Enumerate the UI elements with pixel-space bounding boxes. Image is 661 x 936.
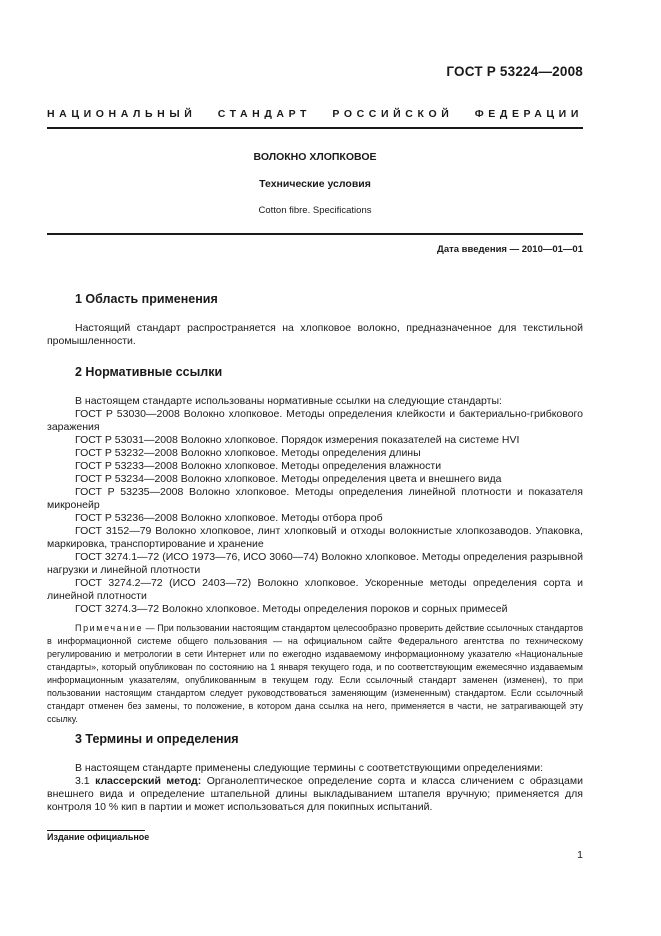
reference-line: ГОСТ 3274.1—72 (ИСО 1973—76, ИСО 3060—74) Волокно хлопковое. Методы определения разрывной нагрузки и линейной плотности	[47, 551, 583, 576]
term-number: 3.1	[75, 775, 90, 787]
standard-code: ГОСТ Р 53224—2008	[446, 64, 583, 79]
title-divider	[47, 233, 583, 235]
footer-divider	[47, 830, 145, 831]
introduction-date: Дата введения — 2010—01—01	[437, 244, 583, 255]
national-standard-banner	[47, 108, 583, 120]
top-divider	[47, 127, 583, 129]
reference-line: ГОСТ Р 53232—2008 Волокно хлопковое. Методы определения длины	[75, 447, 421, 459]
reference-line: ГОСТ 3152—79 Волокно хлопковое, линт хлопковый и отходы волокнистые хлопкозаводов. Упаковка, маркировка, транспортирование и хранение	[47, 525, 583, 550]
reference-line: ГОСТ Р 53031—2008 Волокно хлопковое. Порядок измерения показателей на системе HVI	[75, 434, 520, 446]
page-number: 1	[577, 849, 583, 861]
reference-line: ГОСТ 3274.3—72 Волокно хлопковое. Методы определения пороков и сорных примесей	[75, 603, 508, 615]
reference-line: ГОСТ 3274.2—72 (ИСО 2403—72) Волокно хлопковое. Ускоренные методы определения сорта и линейной плотности	[47, 577, 583, 602]
section-1-text: Настоящий стандарт распространяется на хлопковое волокно, предназначенное для текстильной промышленности.	[47, 322, 583, 347]
banner-word: НАЦИОНАЛЬНЫЙ	[47, 108, 197, 120]
edition-label: Издание официальное	[47, 832, 150, 842]
banner-word: ФЕДЕРАЦИИ	[474, 108, 583, 120]
section-3-intro: В настоящем стандарте применены следующие термины с соответствующими определениями:	[75, 762, 544, 774]
reference-line: В настоящем стандарте использованы нормативные ссылки на следующие стандарты:	[75, 395, 502, 407]
english-title: Cotton fibre. Specifications	[258, 205, 372, 216]
banner-word: РОССИЙСКОЙ	[332, 108, 454, 120]
reference-line: ГОСТ Р 53030—2008 Волокно хлопковое. Методы определения клейкости и бактериально-грибкового заражения	[47, 408, 583, 433]
section-2-heading: 2 Нормативные ссылки	[75, 365, 223, 379]
term-definition-text: Органолептическое определение сорта и класса сличением с образцами внешнего вида и определение штапельной длины выкладыванием штапеля вручную; применяется для контроля 10 % кип в партии и может использоваться для покипных испытаний.	[47, 775, 583, 813]
reference-line: ГОСТ Р 53236—2008 Волокно хлопковое. Методы отбора проб	[75, 512, 383, 524]
reference-line: ГОСТ Р 53233—2008 Волокно хлопковое. Методы определения влажности	[75, 460, 442, 472]
section-1-heading: 1 Область применения	[75, 292, 218, 306]
reference-line: ГОСТ Р 53234—2008 Волокно хлопковое. Методы определения цвета и внешнего вида	[75, 473, 502, 485]
banner-word: СТАНДАРТ	[217, 108, 312, 120]
section-3-heading: 3 Термины и определения	[75, 732, 239, 746]
document-title: ВОЛОКНО ХЛОПКОВОЕ	[253, 151, 377, 163]
note-text: — При пользовании настоящим стандартом целесообразно проверить действие ссылочных стандартов в информационной системе общего пользования — на официальном сайте Федерального агентства по техническому регулированию и метрологии в сети Интернет или по ежегодно издаваемому информационному указателю «Национальные стандарты», который опубликован по состоянию на 1 января текущего года, и по соответствующим ежемесячно издаваемым информационным указателям, опубликованным в текущем году. Если ссылочный стандарт заменен (изменен), то при пользовании настоящим стандартом следует руководствоваться заменяющим (измененным) стандартом. Если ссылочный стандарт отменен без замены, то положение, в котором дана ссылка на него, применяется в части, не затрагивающей эту ссылку.	[47, 623, 583, 724]
note-label: Примечание	[75, 623, 144, 633]
section-2-note	[47, 622, 583, 726]
term-definition	[47, 775, 583, 814]
document-subtitle: Технические условия	[259, 178, 371, 190]
term-name: классерский метод:	[95, 775, 202, 787]
reference-line: ГОСТ Р 53235—2008 Волокно хлопковое. Методы определения линейной плотности и показателя микронейр	[47, 486, 583, 511]
